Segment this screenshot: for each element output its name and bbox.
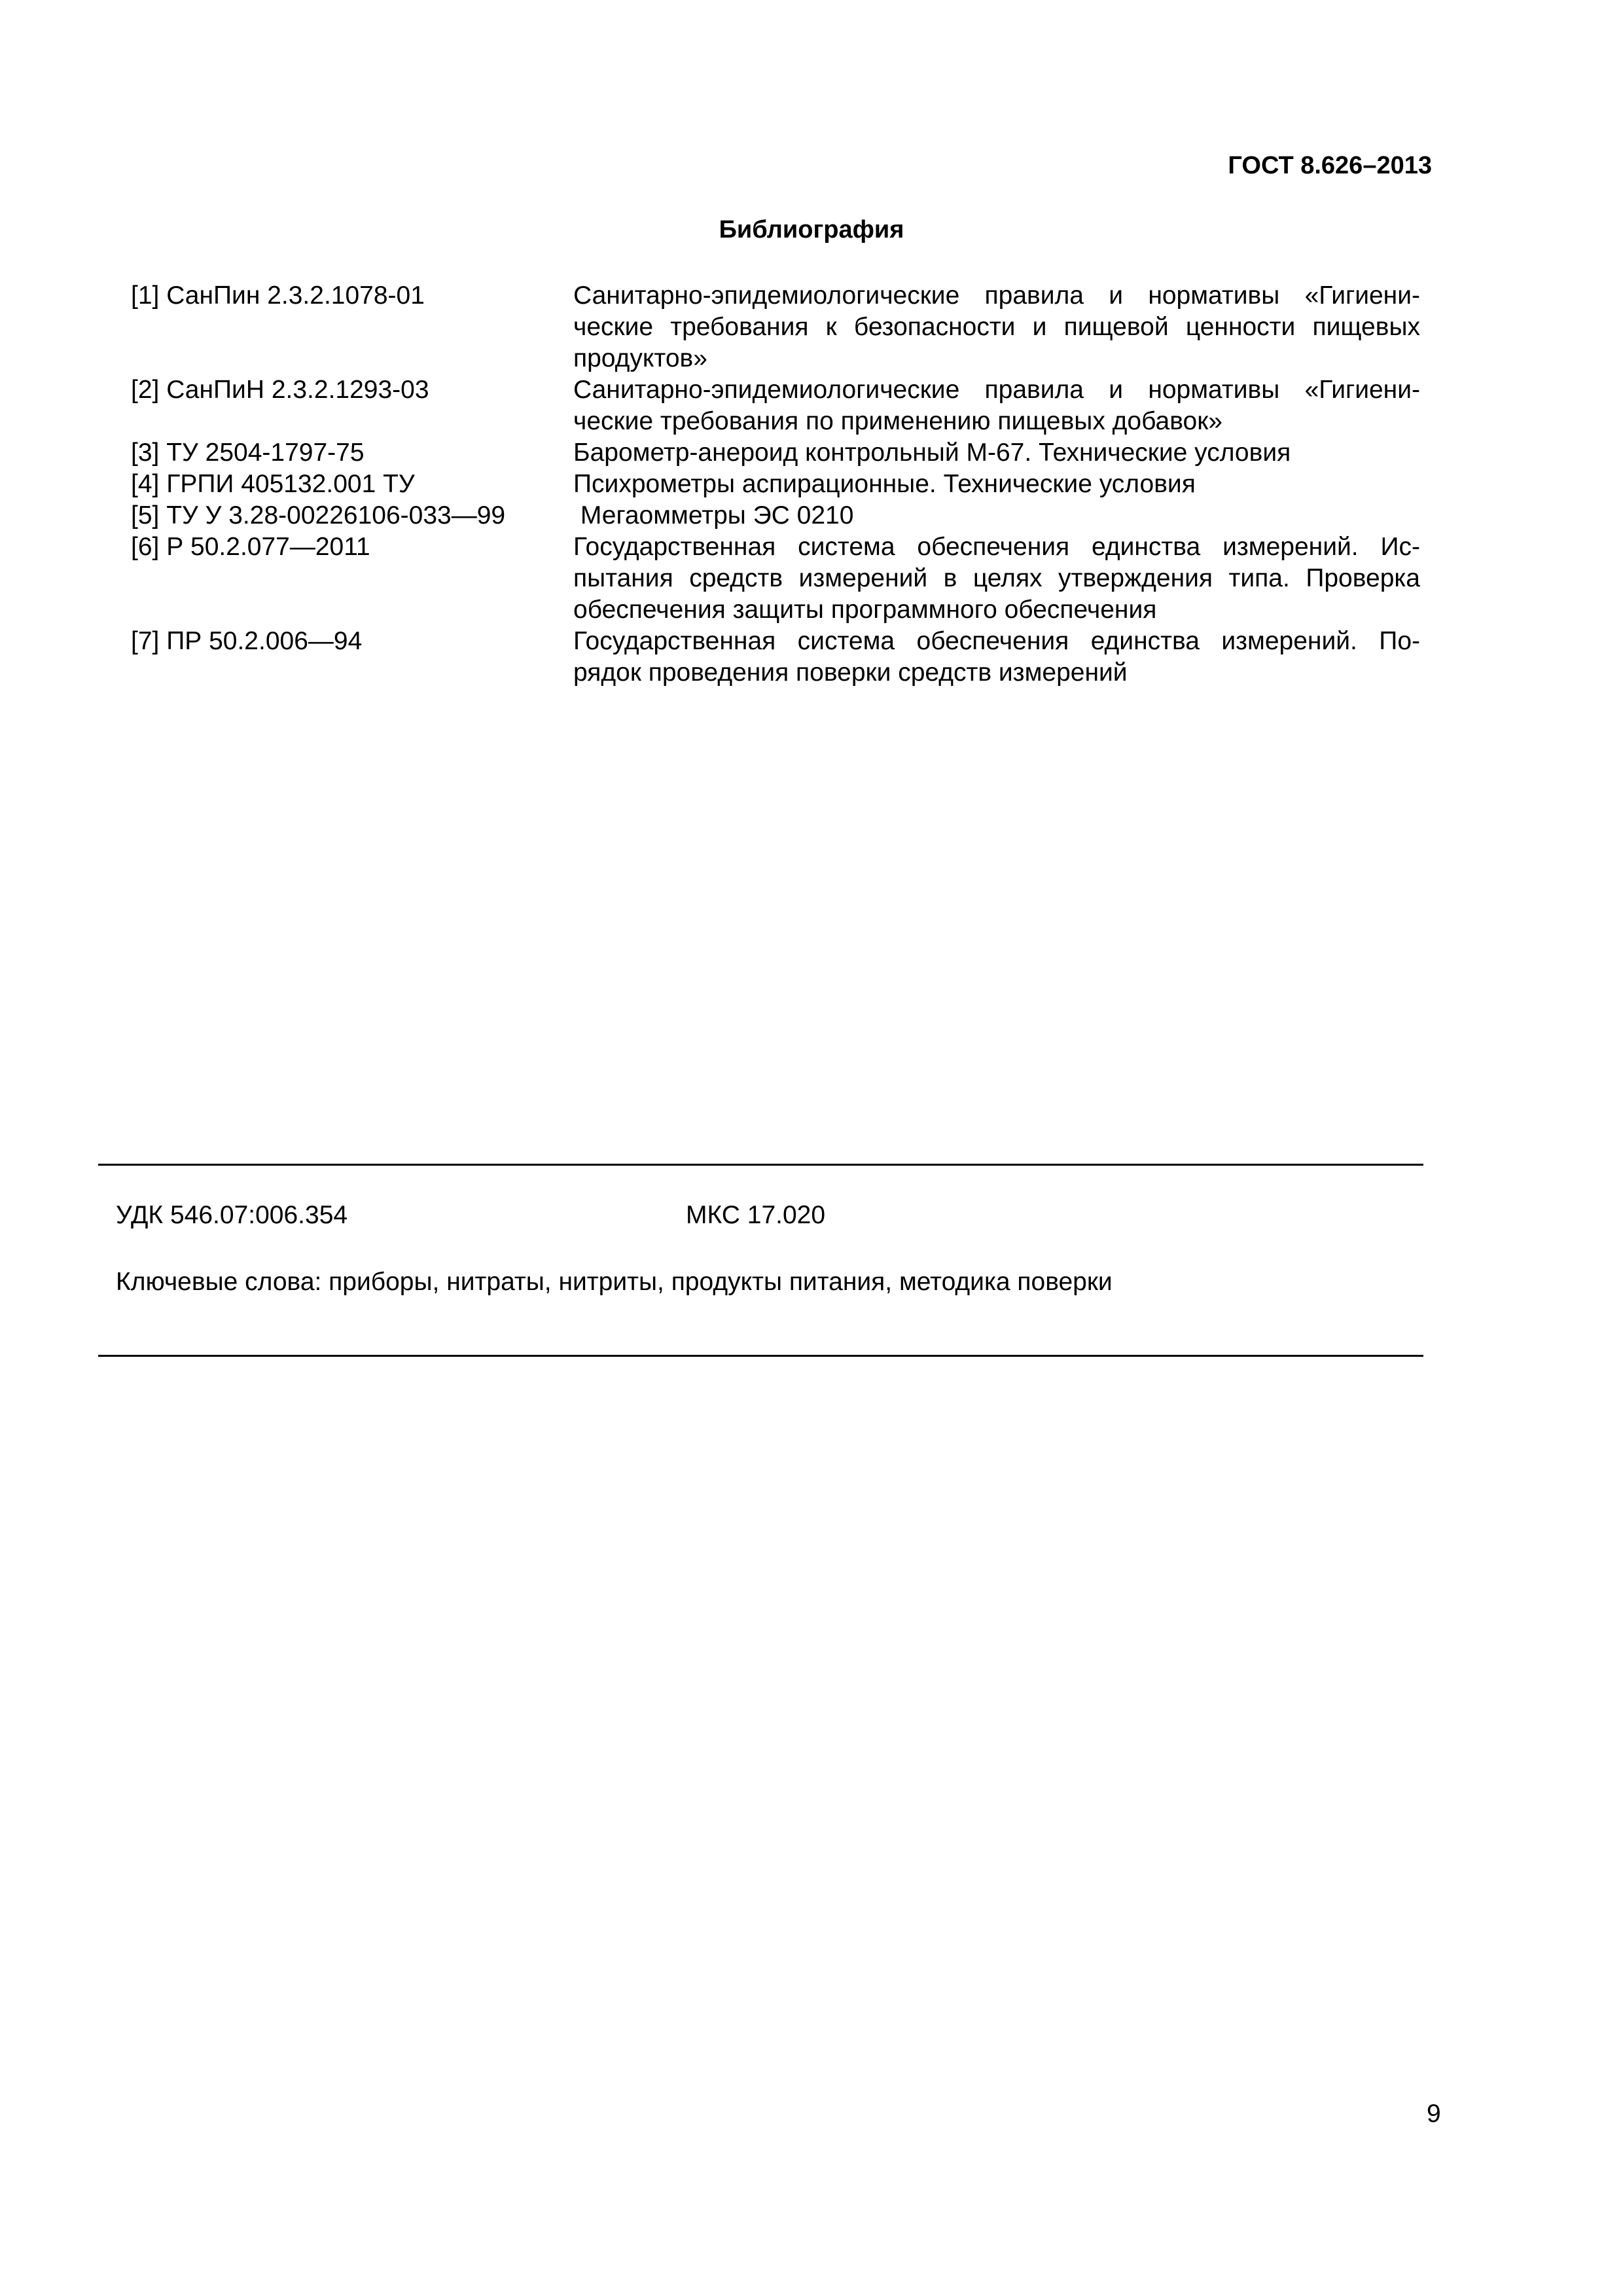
entry-description xyxy=(573,626,1420,689)
entry-description xyxy=(573,374,1420,437)
bibliography-entry-4 xyxy=(131,469,1420,500)
description-line: Психрометры аспирационные. Технические условия xyxy=(573,470,1196,498)
bibliography-entry-7 xyxy=(131,626,1420,689)
standard-designation: ГОСТ 8.626–2013 xyxy=(1228,152,1432,179)
bibliography-title: Библиография xyxy=(719,216,904,243)
description-line: рядок проведения поверки средств измерений xyxy=(573,658,1128,687)
entry-reference: [3] ТУ 2504-1797-75 xyxy=(131,439,365,467)
entry-description xyxy=(573,531,1420,626)
description-line: Государственная система обеспечения единства измерений. По- xyxy=(573,627,1420,655)
entry-reference: [2] СанПиН 2.3.2.1293-03 xyxy=(131,376,429,404)
bibliography-entry-5 xyxy=(131,500,1420,531)
entry-reference: [1] СанПин 2.3.2.1078-01 xyxy=(131,281,425,310)
description-line: ческие требования по применению пищевых добавок» xyxy=(573,407,1222,435)
description-line: Государственная система обеспечения единства измерений. Ис- xyxy=(573,533,1420,561)
description-line: ческие требования к безопасности и пищевой ценности пищевых xyxy=(573,313,1420,341)
udk-code: УДК 546.07:006.354 xyxy=(116,1201,348,1229)
entry-description xyxy=(573,437,1420,469)
entry-description xyxy=(573,500,1420,531)
entry-reference: [6] Р 50.2.077—2011 xyxy=(131,533,370,561)
bibliography-list xyxy=(131,280,1420,689)
page-number: 9 xyxy=(1427,2100,1441,2128)
description-line: пытания средств измерений в целях утверждения типа. Проверка xyxy=(573,564,1420,592)
bibliography-entry-6 xyxy=(131,531,1420,626)
bibliography-entry-1 xyxy=(131,280,1420,374)
description-line: Санитарно-эпидемиологические правила и нормативы «Гигиени- xyxy=(573,281,1420,310)
description-line: Барометр-анероид контрольный М-67. Технические условия xyxy=(573,439,1291,467)
entry-reference: [5] ТУ У 3.28-00226106-033—99 xyxy=(131,501,506,529)
description-line: Мегаомметры ЭС 0210 xyxy=(573,501,854,529)
entry-reference: [4] ГРПИ 405132.001 ТУ xyxy=(131,470,415,498)
divider-bottom xyxy=(98,1355,1423,1357)
divider-top xyxy=(98,1164,1423,1166)
bibliography-entry-3 xyxy=(131,437,1420,469)
description-line: продуктов» xyxy=(573,344,707,372)
keywords: Ключевые слова: приборы, нитраты, нитриты, продукты питания, методика поверки xyxy=(116,1268,1113,1296)
entry-description xyxy=(573,469,1420,500)
entry-description xyxy=(573,280,1420,374)
description-line: Санитарно-эпидемиологические правила и нормативы «Гигиени- xyxy=(573,376,1420,404)
entry-reference: [7] ПР 50.2.006—94 xyxy=(131,627,363,655)
description-line: обеспечения защиты программного обеспечения xyxy=(573,596,1157,624)
bibliography-entry-2 xyxy=(131,374,1420,437)
mks-code: МКС 17.020 xyxy=(686,1201,826,1229)
